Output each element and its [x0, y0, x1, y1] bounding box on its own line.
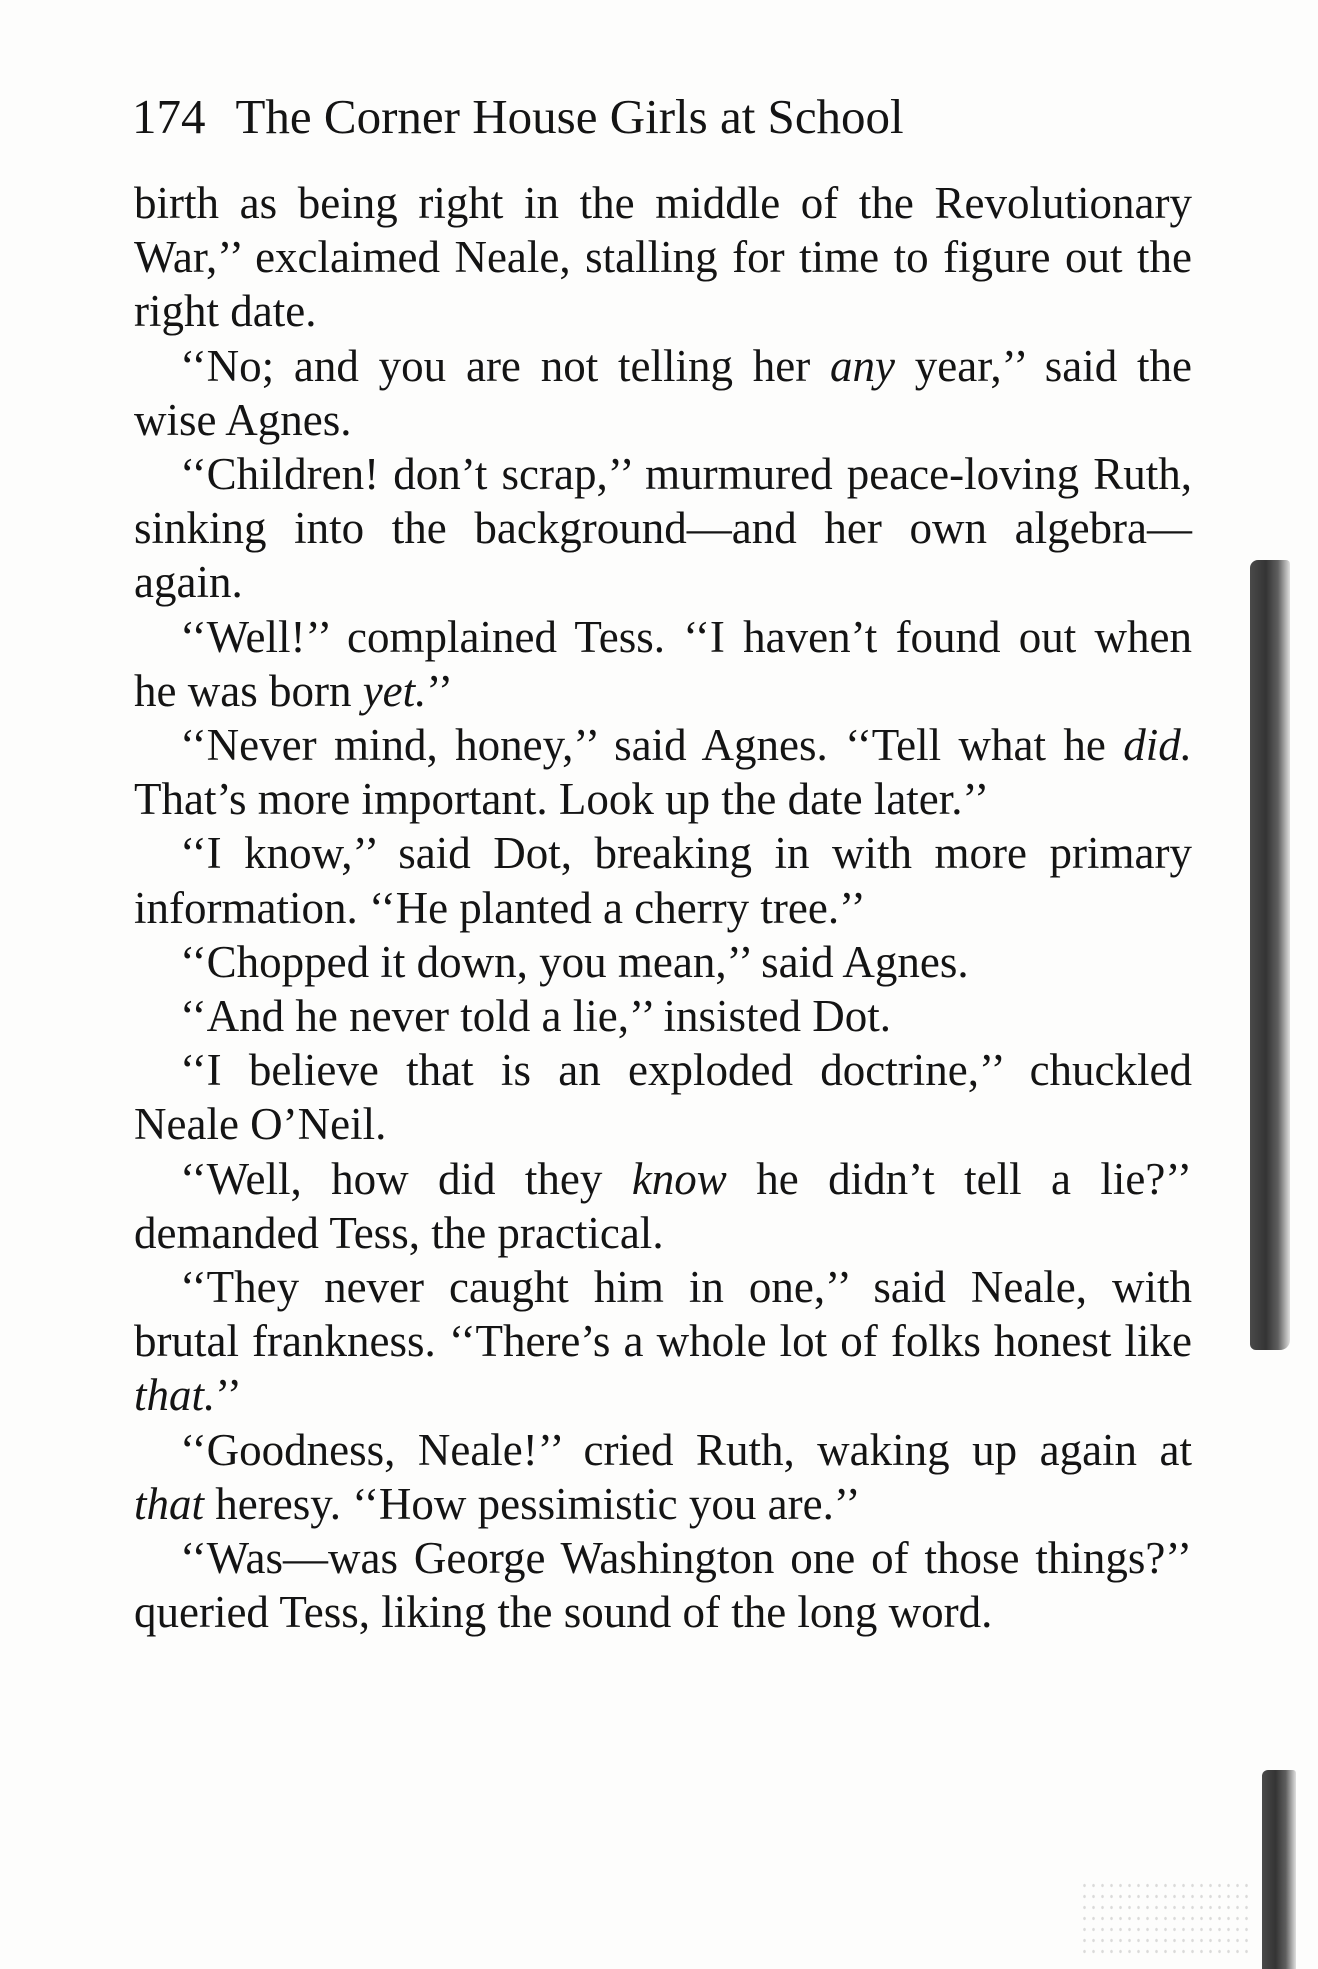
paragraph [134, 935, 1192, 989]
paragraph [134, 1260, 1192, 1423]
body-text [134, 176, 1192, 1639]
paragraph [134, 610, 1192, 718]
text-run: ‘‘No; and you are not telling her [180, 340, 831, 391]
italic-text: that [134, 1478, 205, 1529]
text-run: ‘‘Well, how did they [180, 1153, 632, 1204]
text-run: ‘‘Goodness, Neale!’’ cried Ruth, waking up again at [180, 1424, 1192, 1475]
paragraph [134, 989, 1192, 1043]
running-header [132, 82, 1092, 152]
text-run: ‘‘Was—was George Washington one of those things?’’ queried Tess, liking the sound of the long word. [134, 1533, 1192, 1638]
text-run: year,’’ said the wise Agnes. [134, 340, 1193, 445]
text-run: ‘‘Chopped it down, you mean,’’ said Agnes. [180, 936, 969, 987]
text-run: ‘‘They never caught him in one,’’ said Neale, with brutal frankness. ‘‘There’s a whole lot of folks honest like [134, 1262, 1192, 1367]
paragraph [134, 1152, 1192, 1260]
text-run: birth as being right in the middle of the Revolutionary War,’’ exclaimed Neale, stalling for time to figure out the right date. [134, 178, 1192, 337]
paragraph [134, 1043, 1192, 1151]
paragraph [134, 339, 1192, 447]
text-run: he didn’t tell a lie?’’ demanded Tess, the practical. [134, 1153, 1192, 1258]
scan-edge-shadow-lower [1262, 1770, 1296, 1969]
italic-text: any [830, 340, 895, 391]
text-run: heresy. ‘‘How pessimistic you are.’’ [204, 1478, 861, 1529]
text-run: ‘‘Well!’’ complained Tess. ‘‘I haven’t found out when he was born [134, 611, 1192, 716]
italic-text: know [631, 1153, 727, 1204]
text-run: That’s more important. Look up the date later.’’ [134, 774, 990, 825]
running-title: The Corner House Girls at School [235, 89, 904, 144]
text-run: ‘‘Never mind, honey,’’ said Agnes. ‘‘Tell what he [180, 720, 1124, 771]
text-run: ’’ [215, 1370, 242, 1421]
text-run: ’’ [426, 665, 454, 716]
scan-speckle [1080, 1880, 1250, 1960]
paragraph [134, 1531, 1192, 1639]
italic-text: yet. [362, 665, 427, 716]
paragraph [134, 826, 1192, 934]
text-run: ‘‘I know,’’ said Dot, breaking in with more primary information. ‘‘He planted a cherry tree.’’ [134, 828, 1192, 933]
text-run: ‘‘Children! don’t scrap,’’ murmured peace-loving Ruth, sinking into the background—and her own algebra—again. [134, 449, 1192, 608]
paragraph [134, 447, 1192, 610]
paragraph [134, 176, 1192, 339]
scan-edge-shadow [1250, 560, 1290, 1350]
italic-text: did. [1123, 720, 1192, 771]
text-run: ‘‘And he never told a lie,’’ insisted Dot. [180, 991, 892, 1042]
page-number: 174 [132, 89, 206, 144]
text-run: ‘‘I believe that is an exploded doctrine,’’ chuckled Neale O’Neil. [134, 1045, 1192, 1150]
paragraph [134, 718, 1192, 826]
italic-text: that. [134, 1370, 216, 1421]
paragraph [134, 1423, 1192, 1531]
